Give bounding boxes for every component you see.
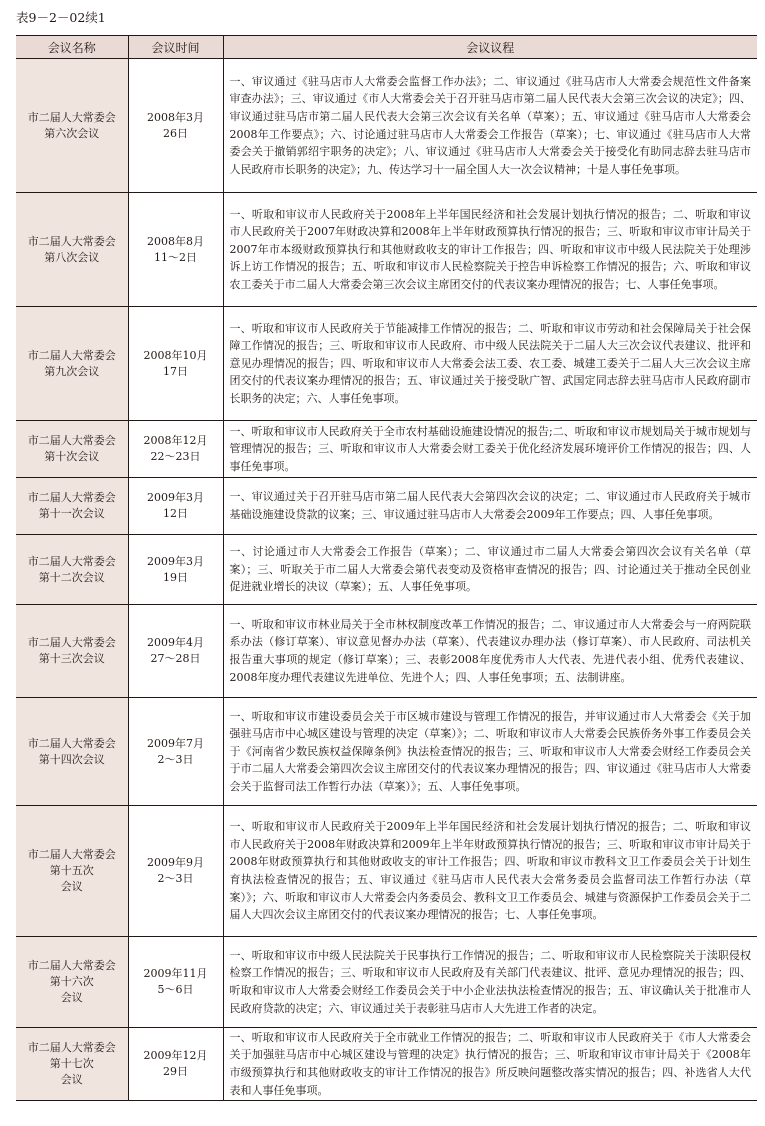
meeting-agenda-cell: 一、听取和审议市中级人民法院关于民事执行工作情况的报告；二、听取和审议市人民检察院关于渎职侵权检察工作情况的报告；三、听取和审议市人民政府及有关部门代表建议、批评、意见办理情况的报告；四、听取和审议市人大常委会财经工作委员会关于中小企业法执法检查情况的报告；五、审议确认关于批准市人民政府贷款的决定；六、审议通过关于表彰驻马店市人大先进工作者的决定。 [223, 937, 757, 1028]
meeting-time-line: 2008年3月 [147, 110, 204, 124]
meeting-time-line: 2009年4月 [147, 636, 204, 649]
table-row [16, 1028, 757, 1101]
meeting-name-cell [16, 59, 128, 193]
meeting-time-line: 2009年11月 [143, 967, 208, 980]
meeting-time-cell [128, 806, 223, 937]
table-row [16, 937, 757, 1028]
meeting-name-line: 第十六次 [49, 975, 94, 988]
meeting-name-line: 市二届人大常委会 [27, 234, 116, 248]
meeting-name-cell [16, 605, 128, 698]
meeting-time-line: 2～3日 [157, 752, 194, 766]
meeting-name-line: 市二届人大常委会 [27, 554, 116, 568]
meeting-name-line: 第六次会议 [44, 126, 100, 140]
meeting-name-line: 市二届人大常委会 [27, 736, 116, 750]
meeting-agenda-cell: 一、听取和审议市林业局关于全市林权制度改革工作情况的报告；二、审议通过市人大常委会与一府两院联系办法（修订草案）、审议意见督办办法（草案）、代表建议办理办法（修订草案）、市人民政府、司法机关报告重大事项的规定（修订草案）；三、表彰2008年度优秀市人大代表、先进代表小组、优秀代表建议、2008年度办理代表建议先进单位、先进个人；四、人事任免事项；五、法制讲座。 [223, 605, 757, 698]
meeting-time-line: 17日 [163, 364, 188, 378]
meeting-time-cell [128, 698, 223, 806]
meeting-time-line: 2008年8月 [147, 234, 204, 248]
meeting-time-cell [128, 535, 223, 605]
meeting-time-line: 11～2日 [154, 250, 197, 264]
meeting-name-cell [16, 535, 128, 605]
meeting-agenda-cell: 一、听取和审议市建设委员会关于市区城市建设与管理工作情况的报告，并审议通过市人大常委会《关于加强驻马店市中心城区建设与管理的决定（草案）》；二、听取和审议市人大常委会民族侨务外事工作委员会关于《河南省少数民族权益保障条例》执法检查情况的报告；三、听取和审议市人大常委会财经工作委员会关于市二届人大常委会第四次会议主席团交付的代表议案办理情况的报告；四、审议通过《驻马店市人大常委会关于监督司法工作暂行办法（草案）》；五、人事任免事项。 [223, 698, 757, 806]
meeting-name-line: 市二届人大常委会 [27, 491, 116, 504]
meeting-time-cell [128, 478, 223, 535]
meeting-name-line: 市二届人大常委会 [27, 1041, 116, 1054]
meeting-name-line: 市二届人大常委会 [27, 110, 116, 124]
meeting-name-cell [16, 1028, 128, 1101]
meeting-time-line: 22～23日 [150, 450, 201, 463]
table-row [16, 59, 757, 193]
table-body [16, 59, 757, 1101]
table-row [16, 698, 757, 806]
meeting-name-cell [16, 937, 128, 1028]
meeting-agenda-cell: 一、听取和审议市人民政府关于全市农村基础设施建设情况的报告;二、听取和审议市规划局关于城市规划与管理情况的报告；三、听取和审议市人大常委会财工委关于优化经济发展环境评价工作情况的报告；四、人事任免事项。 [223, 421, 757, 478]
meeting-time-line: 29日 [163, 1065, 188, 1078]
header-meeting-time: 会议时间 [128, 36, 223, 59]
table-row [16, 806, 757, 937]
header-meeting-agenda: 会议议程 [223, 36, 757, 59]
meeting-name-line: 第八次会议 [44, 250, 100, 264]
meeting-name-line: 第十一次会议 [38, 507, 105, 520]
table-row [16, 307, 757, 421]
meeting-name-line: 市二届人大常委会 [27, 848, 116, 861]
meeting-time-line: 2009年12月 [143, 1049, 208, 1062]
meeting-time-line: 26日 [163, 126, 188, 140]
meeting-time-line: 12日 [163, 507, 188, 520]
meeting-time-cell [128, 605, 223, 698]
meeting-time-line: 19日 [163, 570, 188, 584]
meeting-name-line: 第九次会议 [44, 364, 100, 378]
table-row [16, 535, 757, 605]
meeting-name-line: 第十三次会议 [38, 652, 105, 665]
meeting-name-line: 市二届人大常委会 [27, 434, 116, 447]
meeting-time-cell [128, 937, 223, 1028]
table-caption: 表9－2－02续1 [16, 10, 106, 25]
meeting-name-line: 第十四次会议 [38, 752, 105, 766]
meeting-name-cell [16, 806, 128, 937]
meeting-time-line: 2～3日 [157, 872, 194, 885]
meeting-time-cell [128, 1028, 223, 1101]
meeting-time-cell [128, 59, 223, 193]
meeting-time-line: 2009年3月 [147, 554, 204, 568]
meeting-name-cell [16, 307, 128, 421]
table-row [16, 421, 757, 478]
meeting-name-line: 会议 [60, 991, 83, 1004]
meeting-time-cell [128, 193, 223, 307]
meeting-name-cell [16, 193, 128, 307]
meeting-name-line: 市二届人大常委会 [27, 959, 116, 972]
meeting-name-line: 第十二次会议 [38, 570, 105, 584]
meeting-time-line: 5～6日 [157, 983, 194, 996]
meeting-time-cell [128, 307, 223, 421]
header-meeting-name: 会议名称 [16, 36, 128, 59]
meeting-time-line: 2008年10月 [143, 348, 208, 362]
meeting-name-line: 第十七次 [49, 1057, 94, 1070]
meeting-name-line: 市二届人大常委会 [27, 636, 116, 649]
table-row [16, 605, 757, 698]
meeting-time-line: 2009年7月 [147, 736, 204, 750]
table-row [16, 478, 757, 535]
meeting-time-line: 2009年3月 [147, 491, 204, 504]
meeting-name-cell [16, 421, 128, 478]
meeting-name-line: 会议 [60, 880, 83, 893]
meeting-name-line: 第十五次 [49, 864, 94, 877]
meeting-table [16, 35, 757, 1101]
meeting-agenda-cell: 一、听取和审议市人民政府关于2008年上半年国民经济和社会发展计划执行情况的报告；二、听取和审议市人民政府关于2007年财政决算和2008年上半年财政预算执行情况的报告；三、听取和审议市审计局关于2007年市本级财政预算执行和其他财政收支的审计工作报告；四、听取和审议市中级人民法院关于处理涉诉上访工作情况的报告；五、听取和审议市人民检察院关于控告申诉检察工作情况的报告；六、听取和审议农工委关于市二届人大常委会第三次会议主席团交付的代表议案办理情况的报告；七、人事任免事项。 [223, 193, 757, 307]
meeting-name-line: 第十次会议 [44, 450, 100, 463]
meeting-agenda-cell: 一、听取和审议市人民政府关于节能减排工作情况的报告；二、听取和审议市劳动和社会保障局关于社会保障工作情况的报告；三、听取和审议市人民政府、市中级人民法院关于二届人大三次会议代表建议、批评和意见办理情况的报告；四、听取和审议市人大常委会法工委、农工委、城建工委关于二届人大三次会议主席团交付的代表议案办理情况的报告；五、审议通过关于接受耿广智、武国定同志辞去驻马店市人民政府副市长职务的决定；六、人事任免事项。 [223, 307, 757, 421]
meeting-time-line: 2008年12月 [143, 434, 208, 447]
table-row [16, 193, 757, 307]
meeting-agenda-cell: 一、讨论通过市人大常委会工作报告（草案）；二、审议通过市二届人大常委会第四次会议有关名单（草案）；三、听取关于市二届人大常委会第代表变动及资格审查情况的报告；四、讨论通过关于推动全民创业促进就业增长的决议（草案）；五、人事任免事项。 [223, 535, 757, 605]
meeting-time-line: 27～28日 [150, 652, 201, 665]
table-header-row [16, 36, 757, 59]
meeting-name-line: 会议 [60, 1073, 83, 1086]
meeting-time-line: 2009年9月 [147, 856, 204, 869]
meeting-name-cell [16, 478, 128, 535]
meeting-agenda-cell: 一、听取和审议市人民政府关于2009年上半年国民经济和社会发展计划执行情况的报告；二、听取和审议市人民政府关于2008年财政决算和2009年上半年财政预算执行情况的报告；三、听取和审议市审计局关于2008年财政预算执行和其他财政收支的审计工作报告；四、听取和审议市教科文卫工作委员会关于计划生育执法检查情况的报告；五、审议通过《驻马店市人民代表大会常务委员会监督司法工作暂行办法（草案）》；六、听取和审议市人大常委会内务委员会、教科文卫工作委员会、城建与资源保护工作委员会关于二届人大四次会议主席团交付的代表议案办理情况的报告；七、人事任免事项。 [223, 806, 757, 937]
meeting-agenda-cell: 一、审议通过关于召开驻马店市第二届人民代表大会第四次会议的决定；二、审议通过市人民政府关于城市基础设施建设贷款的议案；三、审议通过驻马店市人大常委会2009年工作要点；四、人事任免事项。 [223, 478, 757, 535]
meeting-agenda-cell: 一、听取和审议市人民政府关于全市就业工作情况的报告；二、听取和审议市人民政府关于《市人大常委会关于加强驻马店市中心城区建设与管理的决定》执行情况的报告；三、听取和审议市审计局关于《2008年市级预算执行和其他财政收支的审计工作情况的报告》所反映问题整改落实情况的报告；四、补选省人大代表和人事任免事项。 [223, 1028, 757, 1101]
meeting-agenda-cell: 一、审议通过《驻马店市人大常委会监督工作办法》；二、审议通过《驻马店市人大常委会规范性文件备案审查办法》；三、审议通过《市人大常委会关于召开驻马店市第二届人民代表大会第三次会议的决定》；四、审议通过驻马店市第二届人民代表大会第三次会议有关名单（草案）；五、审议通过《驻马店市人大常委会2008年工作要点》；六、讨论通过驻马店市人大常委会工作报告（草案）；七、审议通过《驻马店市人大常委会关于撤销郭绍宇职务的决定》；八、审议通过《驻马店市人大常委会关于接受化有助同志辞去驻马店市人民政府市长职务的决定》；九、传达学习十一届全国人大一次会议精神；十是人事任免事项。 [223, 59, 757, 193]
meeting-name-line: 市二届人大常委会 [27, 348, 116, 362]
meeting-name-cell [16, 698, 128, 806]
meeting-time-cell [128, 421, 223, 478]
